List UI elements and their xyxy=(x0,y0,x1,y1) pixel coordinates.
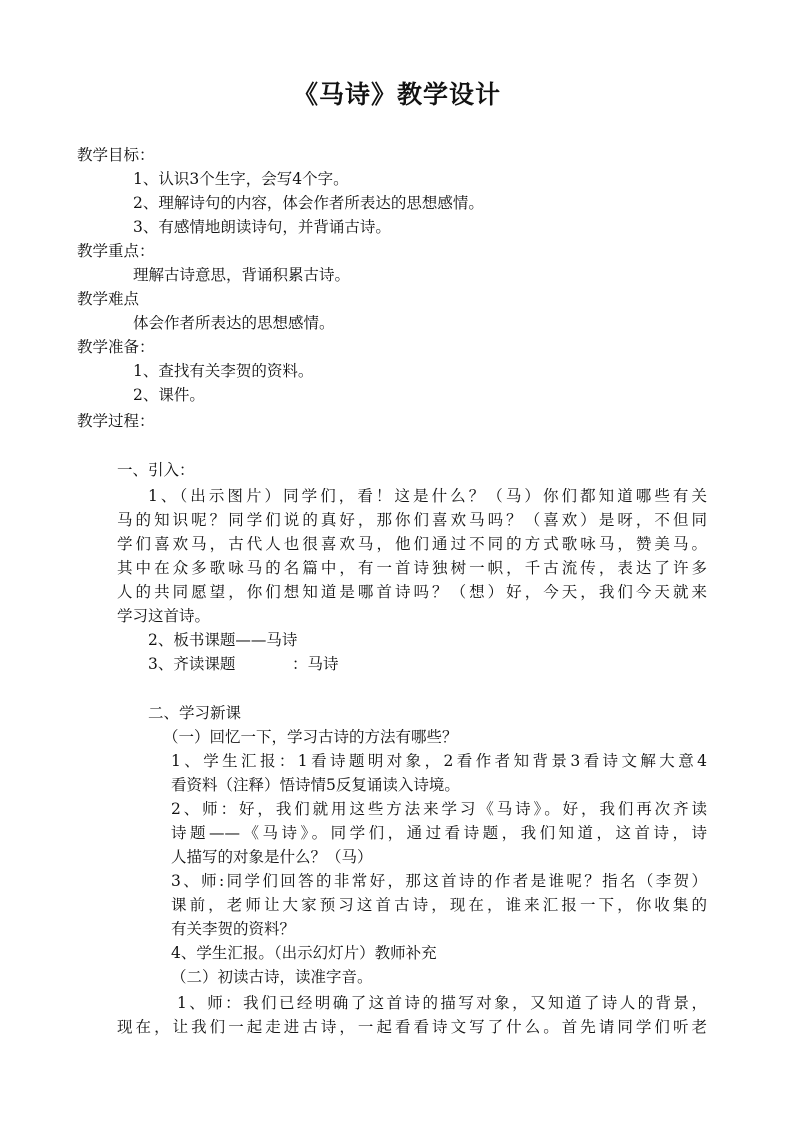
part2-heading: （二）初读古诗，读准字音。 xyxy=(171,968,373,986)
document-title: 《马诗》教学设计 xyxy=(292,80,501,109)
part1-line-1: 1、学生汇报：1看诗题明对象，2看作者知背景3看诗文解大意4 xyxy=(171,752,707,770)
key-heading: 教学重点： xyxy=(77,242,155,260)
difficulty-heading: 教学难点 xyxy=(77,290,140,308)
difficulty-text: 体会作者所表达的思想感情。 xyxy=(133,314,335,332)
part1-heading: （一）回忆一下，学习古诗的方法有哪些？ xyxy=(163,728,458,746)
prep-heading: 教学准备： xyxy=(77,338,155,356)
part1-line-6: 3、师:同学们回答的非常好，那这首诗的作者是谁呢？指名（李贺） xyxy=(171,872,707,890)
new-lesson-heading: 二、学习新课 xyxy=(148,704,242,722)
part1-line-8: 有关李贺的资料？ xyxy=(171,920,296,938)
prep-item-1: 1、查找有关李贺的资料。 xyxy=(133,362,314,380)
intro-step-3-value: ：马诗 xyxy=(292,655,339,673)
part1-line-3: 2、师：好，我们就用这些方法来学习《马诗》。好，我们再次齐读 xyxy=(171,800,707,818)
process-heading: 教学过程： xyxy=(77,412,155,430)
intro-step-3-label: 3、齐读课题 xyxy=(148,655,236,673)
intro-line-4: 其中在众多歌咏马的名篇中，有一首诗独树一帜，千古流传，表达了许多 xyxy=(117,559,707,577)
part2-line-2: 现在，让我们一起走进古诗，一起看看诗文写了什么。首先请同学们听老 xyxy=(117,1018,707,1036)
intro-line-3: 学们喜欢马，古代人也很喜欢马，他们通过不同的方式歌咏马，赞美马。 xyxy=(117,535,707,553)
key-text: 理解古诗意思，背诵积累古诗。 xyxy=(133,266,351,284)
intro-line-5: 人的共同愿望，你们想知道是哪首诗吗？（想）好，今天，我们今天就来 xyxy=(117,583,707,601)
part1-line-7: 课前，老师让大家预习这首古诗，现在，谁来汇报一下，你收集的 xyxy=(171,896,707,914)
intro-step-2: 2、板书课题——马诗 xyxy=(148,631,298,649)
prep-item-2: 2、课件。 xyxy=(133,386,205,404)
intro-heading: 一、引入： xyxy=(117,461,195,479)
part1-line-4: 诗题——《马诗》。同学们，通过看诗题，我们知道，这首诗，诗 xyxy=(171,824,707,842)
goal-item-1: 1、认识3个生字，会写4个字。 xyxy=(133,170,349,188)
goal-item-2: 2、理解诗句的内容，体会作者所表达的思想感情。 xyxy=(133,194,484,212)
intro-line-2: 马的知识呢？同学们说的真好，那你们喜欢马吗？（喜欢）是呀，不但同 xyxy=(117,511,707,529)
part1-line-9: 4、学生汇报。（出示幻灯片）教师补充 xyxy=(171,944,437,962)
intro-line-1: 1、（出示图片）同学们，看！这是什么？（马）你们都知道哪些有关 xyxy=(148,487,707,505)
part1-line-5: 人描写的对象是什么？（马） xyxy=(171,848,373,866)
goal-item-3: 3、有感情地朗读诗句，并背诵古诗。 xyxy=(133,218,391,236)
part2-line-1: 1、师：我们已经明确了这首诗的描写对象，又知道了诗人的背景， xyxy=(177,994,707,1012)
part1-line-2: 看资料（注释）悟诗情5反复诵读入诗境。 xyxy=(171,776,460,794)
intro-line-6: 学习这首诗。 xyxy=(117,607,211,625)
goals-heading: 教学目标： xyxy=(77,146,155,164)
